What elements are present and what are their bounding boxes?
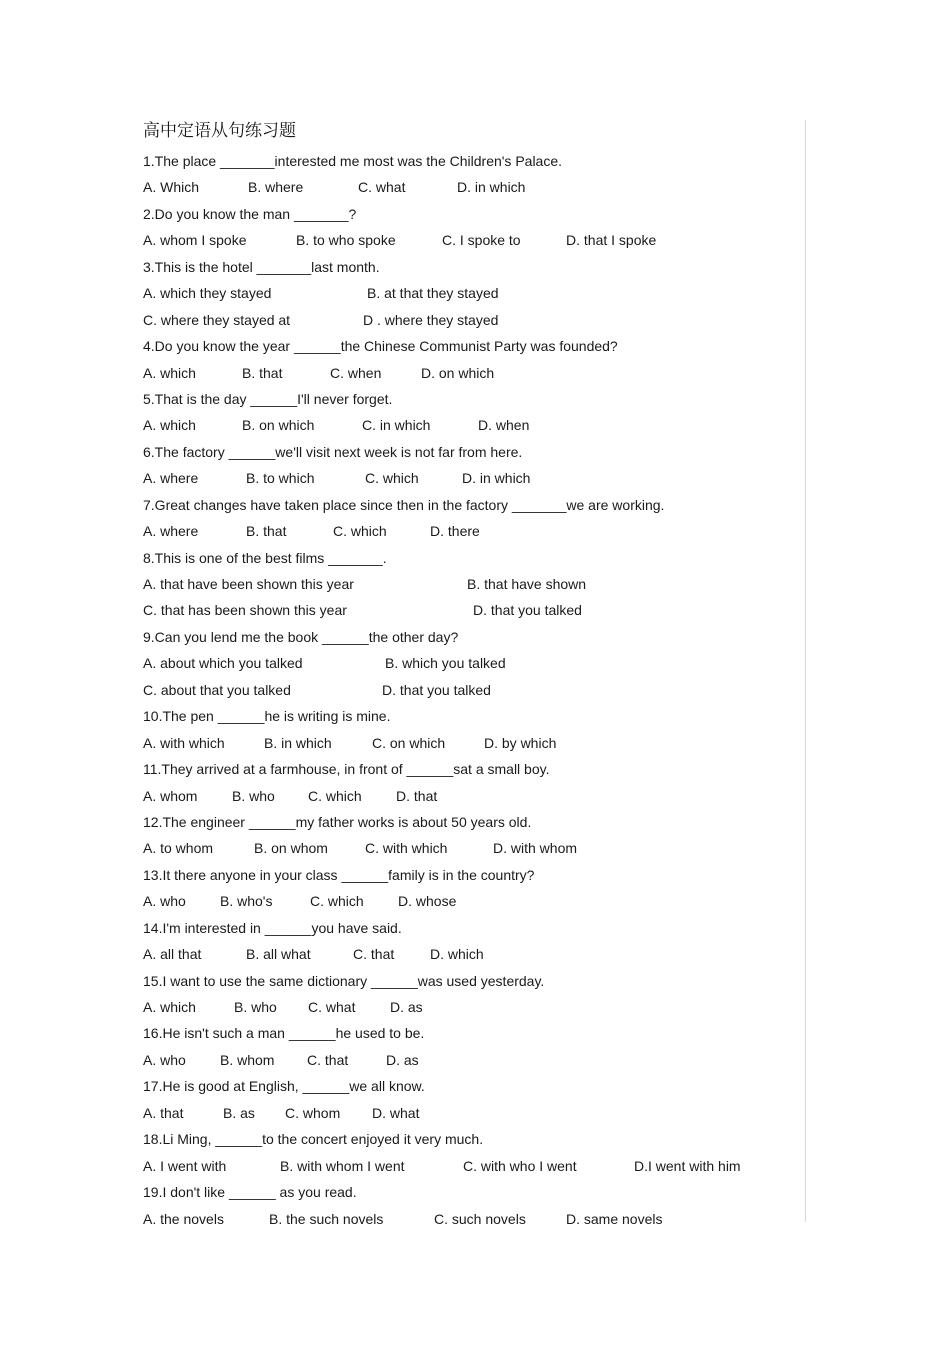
answer-option: B. on whom [254, 840, 328, 857]
answer-option: C. such novels [434, 1210, 526, 1227]
answer-option: D.I went with him [634, 1157, 741, 1174]
answer-option: B. who [234, 999, 277, 1015]
answer-option: D . where they stayed [363, 311, 499, 328]
answer-option: A. I went with [143, 1157, 227, 1174]
answer-option: B. that [242, 364, 283, 381]
answer-option: C. which [365, 470, 419, 487]
answer-option: A. that [143, 1104, 184, 1121]
answer-option: D. that I spoke [566, 232, 657, 249]
answer-option: A. who [143, 893, 186, 910]
question-text: 13.It there anyone in your class ______family is in the country? [143, 866, 535, 883]
question-text: 15.I want to use the same dictionary ______was used yesterday. [143, 972, 545, 989]
answer-option: A. which [143, 999, 196, 1015]
answer-option: D. in which [457, 179, 526, 196]
answer-options-row [143, 677, 793, 703]
answer-option: C. which [308, 787, 362, 804]
answer-options-row [143, 1100, 793, 1126]
answer-option: A. which [143, 364, 196, 381]
answer-option: C. in which [362, 417, 431, 434]
question-text: 2.Do you know the man _______? [143, 205, 357, 222]
answer-options-row [143, 597, 793, 623]
answer-options-row [143, 174, 793, 200]
answer-option: B. on which [242, 417, 315, 434]
page-title: 高中定语从句练习题 [143, 121, 296, 141]
answer-option: D. which [430, 946, 484, 963]
answer-option: A. Which [143, 179, 200, 196]
answer-option: C. that has been shown this year [143, 602, 347, 619]
answer-option: C. where they stayed at [143, 311, 291, 328]
answer-option: D. that you talked [473, 602, 582, 619]
answer-option: D. on which [421, 364, 495, 381]
answer-option: B. with whom I went [280, 1157, 405, 1174]
answer-option: A. which [143, 417, 196, 434]
answer-option: C. on which [372, 734, 446, 751]
answer-option: B. the such novels [269, 1210, 384, 1227]
answer-option: B. in which [264, 734, 332, 751]
answer-option: C. which [333, 523, 387, 540]
answer-option: D. by which [484, 734, 557, 751]
answer-option: B. who's [220, 893, 273, 910]
answer-option: D. there [430, 523, 480, 540]
answer-option: A. whom I spoke [143, 232, 247, 249]
answer-options-row [143, 412, 793, 438]
answer-option: C. what [308, 999, 356, 1015]
answer-option: D. that you talked [382, 681, 491, 698]
answer-option: B. at that they stayed [367, 285, 499, 302]
page-edge-rule [805, 120, 806, 1222]
answer-option: B. who [232, 787, 275, 804]
question-text: 9.Can you lend me the book ______the other day? [143, 628, 459, 645]
answer-option: A. about which you talked [143, 655, 303, 672]
answer-option: D. as [390, 999, 423, 1015]
answer-option: B. to which [246, 470, 315, 487]
question-text: 1.The place _______interested me most was the Children's Palace. [143, 153, 563, 169]
answer-options-row [143, 571, 793, 597]
answer-option: B. all what [246, 946, 311, 963]
answer-options-row [143, 1153, 793, 1179]
question-text: 18.Li Ming, ______to the concert enjoyed it very much. [143, 1131, 484, 1148]
answer-option: D. with whom [493, 840, 578, 857]
answer-option: C. which [310, 893, 364, 910]
answer-option: C. when [330, 364, 382, 381]
answer-options-row [143, 1206, 793, 1232]
answer-options-row [143, 280, 793, 306]
question-text: 16.He isn't such a man ______he used to be. [143, 1025, 425, 1042]
question-text: 6.The factory ______we'll visit next week is not far from here. [143, 443, 523, 460]
answer-option: C. with which [365, 840, 448, 857]
question-text: 7.Great changes have taken place since then in the factory _______we are working. [143, 496, 665, 513]
question-text: 19.I don't like ______ as you read. [143, 1184, 357, 1201]
answer-option: A. the novels [143, 1210, 224, 1227]
answer-option: C. I spoke to [442, 232, 521, 249]
answer-option: C. what [358, 179, 406, 196]
question-text: 12.The engineer ______my father works is about 50 years old. [143, 813, 532, 830]
answer-options-row [143, 783, 793, 809]
question-text: 8.This is one of the best films _______. [143, 549, 387, 566]
answer-option: B. as [223, 1104, 255, 1121]
answer-option: B. that have shown [467, 576, 587, 592]
answer-option: D. that [396, 787, 438, 804]
question-text: 17.He is good at English, ______we all know. [143, 1078, 425, 1095]
answer-options-row [143, 307, 793, 333]
answer-option: C. whom [285, 1104, 341, 1121]
answer-option: A. where [143, 470, 199, 487]
question-text: 3.This is the hotel _______last month. [143, 258, 380, 275]
question-text: 14.I'm interested in ______you have said. [143, 919, 402, 936]
answer-options-row [143, 994, 793, 1020]
answer-options-row [143, 227, 793, 253]
answer-options-row [143, 835, 793, 861]
answer-options-row [143, 518, 793, 544]
answer-option: A. to whom [143, 840, 214, 857]
question-text: 4.Do you know the year ______the Chinese Communist Party was founded? [143, 338, 618, 355]
answer-option: C. that [307, 1051, 349, 1068]
answer-option: C. with who I went [463, 1157, 577, 1174]
exercise-list [143, 148, 793, 1232]
answer-option: D. as [386, 1051, 419, 1068]
question-text: 10.The pen ______he is writing is mine. [143, 708, 391, 725]
answer-option: A. all that [143, 946, 202, 963]
answer-option: B. that [246, 523, 287, 540]
answer-option: D. whose [398, 893, 457, 910]
answer-option: A. where [143, 523, 199, 540]
answer-option: C. that [353, 946, 395, 963]
answer-option: B. which you talked [385, 655, 506, 672]
answer-option: A. which they stayed [143, 285, 272, 302]
question-text: 11.They arrived at a farmhouse, in front of ______sat a small boy. [143, 761, 550, 778]
answer-options-row [143, 650, 793, 676]
answer-option: A. whom [143, 787, 198, 804]
answer-options-row [143, 1047, 793, 1073]
answer-options-row [143, 941, 793, 967]
answer-option: B. to who spoke [296, 232, 396, 249]
question-text: 5.That is the day ______I'll never forget. [143, 390, 393, 407]
answer-option: A. that have been shown this year [143, 576, 354, 592]
answer-option: C. about that you talked [143, 681, 291, 698]
answer-option: B. whom [220, 1051, 275, 1068]
answer-option: D. in which [462, 470, 531, 487]
answer-option: B. where [248, 179, 304, 196]
answer-option: A. with which [143, 734, 225, 751]
answer-option: D. when [478, 417, 530, 434]
answer-options-row [143, 465, 793, 491]
answer-option: D. what [372, 1104, 420, 1121]
answer-option: D. same novels [566, 1210, 663, 1227]
answer-options-row [143, 888, 793, 914]
answer-options-row [143, 360, 793, 386]
answer-option: A. who [143, 1051, 186, 1068]
answer-options-row [143, 730, 793, 756]
